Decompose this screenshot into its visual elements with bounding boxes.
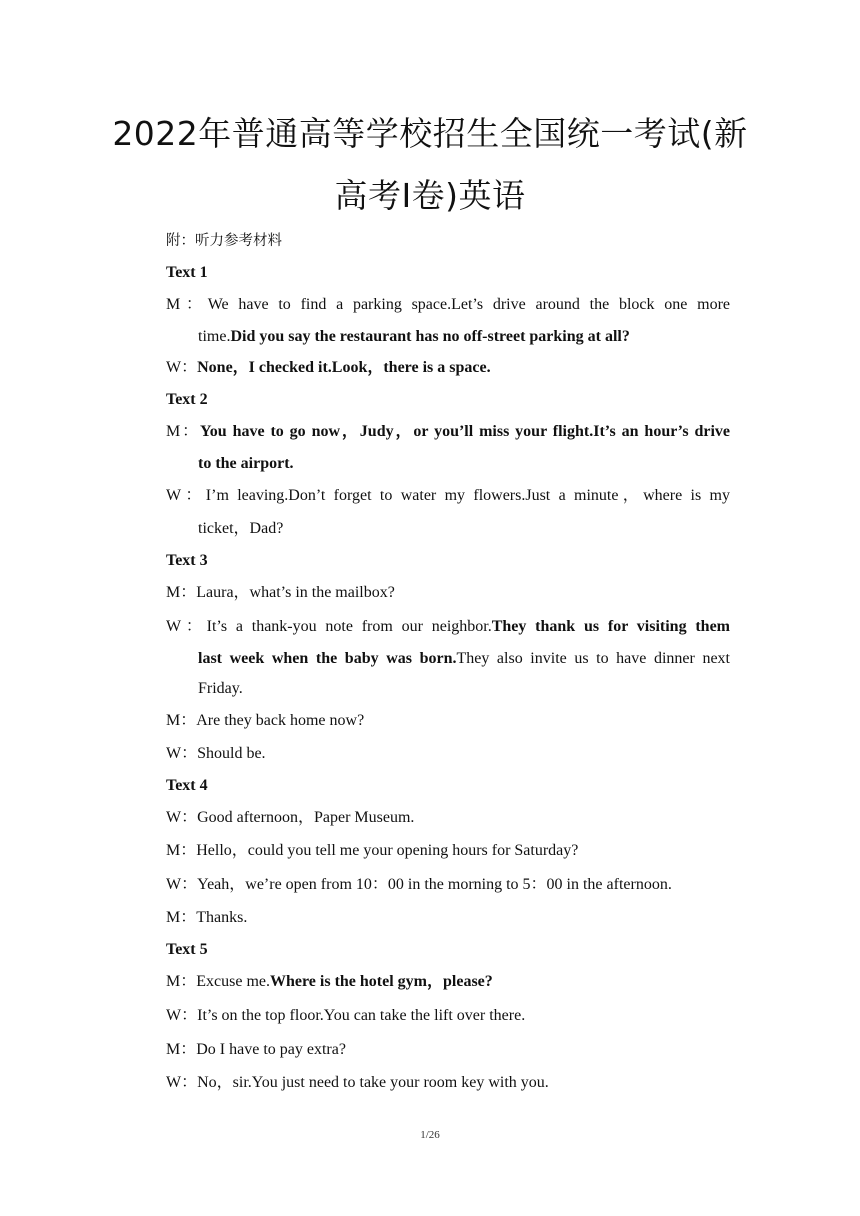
speaker-label: W：	[166, 618, 207, 635]
dialogue-text: It’s on the top floor.You can take the lift over there.	[197, 1007, 526, 1024]
text-3-line-4: Friday.	[198, 680, 243, 697]
dialogue-text: We have to find a parking space.Let’s drive around the block one more	[207, 296, 730, 313]
speaker-label: W：	[166, 487, 206, 504]
dialogue-bold-text: None，I checked it.Look，there is a space.	[197, 359, 491, 376]
dialogue-bold-text: You have to go now，Judy，or you’ll miss your flight.It’s an hour’s drive	[200, 423, 730, 440]
text-4-line-3	[166, 875, 730, 895]
speaker-label: W：	[166, 876, 198, 893]
text-3-line-3	[198, 649, 730, 669]
dialogue-bold-text: last week when the baby was born.	[198, 650, 457, 667]
speaker-label: M：	[166, 909, 197, 926]
speaker-label: M：	[166, 423, 201, 440]
dialogue-text: I’m leaving.Don’t forget to water my flowers.Just a minute，where is my	[205, 487, 730, 504]
speaker-label: M：	[166, 1041, 197, 1058]
dialogue-text: Laura，what’s in the mailbox?	[196, 584, 395, 601]
speaker-label: W：	[166, 1074, 198, 1091]
text-3-heading: Text 3	[166, 552, 208, 569]
text-5-line-2	[166, 1006, 730, 1026]
text-5-line-3	[166, 1040, 730, 1060]
speaker-label: W：	[166, 1007, 198, 1024]
text-1-line-3	[166, 358, 730, 378]
text-4-line-1	[166, 808, 730, 828]
text-3-line-5	[166, 711, 730, 731]
speaker-label: W：	[166, 359, 198, 376]
dialogue-bold-text: They thank us for visiting them	[491, 618, 731, 635]
speaker-label: M：	[166, 712, 197, 729]
text-5-line-4	[166, 1073, 730, 1093]
dialogue-bold-text: Did you say the restaurant has no off-street parking at all?	[230, 328, 630, 345]
text-1-line-2	[198, 327, 730, 347]
text-2-line-3	[166, 486, 730, 506]
dialogue-text: It’s a thank-you note from our neighbor.	[206, 618, 492, 635]
dialogue-text: Are they back home now?	[196, 712, 365, 729]
speaker-label: M：	[166, 296, 208, 313]
text-2-line-2: to the airport.	[198, 455, 294, 472]
appendix-note: 附：听力参考材料	[166, 233, 282, 249]
dialogue-bold-text: Where is the hotel gym，please?	[269, 973, 493, 990]
text-2-line-1	[166, 422, 730, 442]
text-5-line-1	[166, 972, 730, 992]
text-4-line-4	[166, 908, 730, 928]
dialogue-text: Hello，could you tell me your opening hours for Saturday?	[196, 842, 579, 859]
text-3-line-2	[166, 617, 730, 637]
dialogue-text: Excuse me.	[196, 973, 270, 990]
text-3-line-6	[166, 744, 730, 764]
page-title-line-2: 高考Ⅰ卷)英语	[334, 176, 526, 215]
page-title-line-1: 2022年普通高等学校招生全国统一考试(新	[112, 114, 748, 153]
dialogue-text: Yeah，we’re open from 10：00 in the morning to 5：00 in the afternoon.	[197, 876, 672, 893]
text-1-heading: Text 1	[166, 264, 208, 281]
speaker-label: W：	[166, 809, 198, 826]
text-1-line-1	[166, 295, 730, 315]
text-2-line-4: ticket，Dad?	[198, 520, 284, 537]
dialogue-text: Do I have to pay extra?	[196, 1041, 346, 1058]
speaker-label: M：	[166, 842, 197, 859]
speaker-label: W：	[166, 745, 198, 762]
text-4-heading: Text 4	[166, 777, 208, 794]
speaker-label: M：	[166, 973, 197, 990]
text-5-heading: Text 5	[166, 941, 208, 958]
dialogue-text: Good afternoon，Paper Museum.	[197, 809, 415, 826]
dialogue-text: No，sir.You just need to take your room key with you.	[197, 1074, 549, 1091]
dialogue-text: Should be.	[197, 745, 266, 762]
dialogue-text: Thanks.	[196, 909, 248, 926]
page-number: 1/26	[420, 1129, 440, 1141]
dialogue-text: They also invite us to have dinner next	[456, 650, 730, 667]
text-4-line-2	[166, 841, 730, 861]
text-3-line-1	[166, 583, 730, 603]
speaker-label: M：	[166, 584, 197, 601]
dialogue-text: time.	[198, 328, 231, 345]
text-2-heading: Text 2	[166, 391, 208, 408]
